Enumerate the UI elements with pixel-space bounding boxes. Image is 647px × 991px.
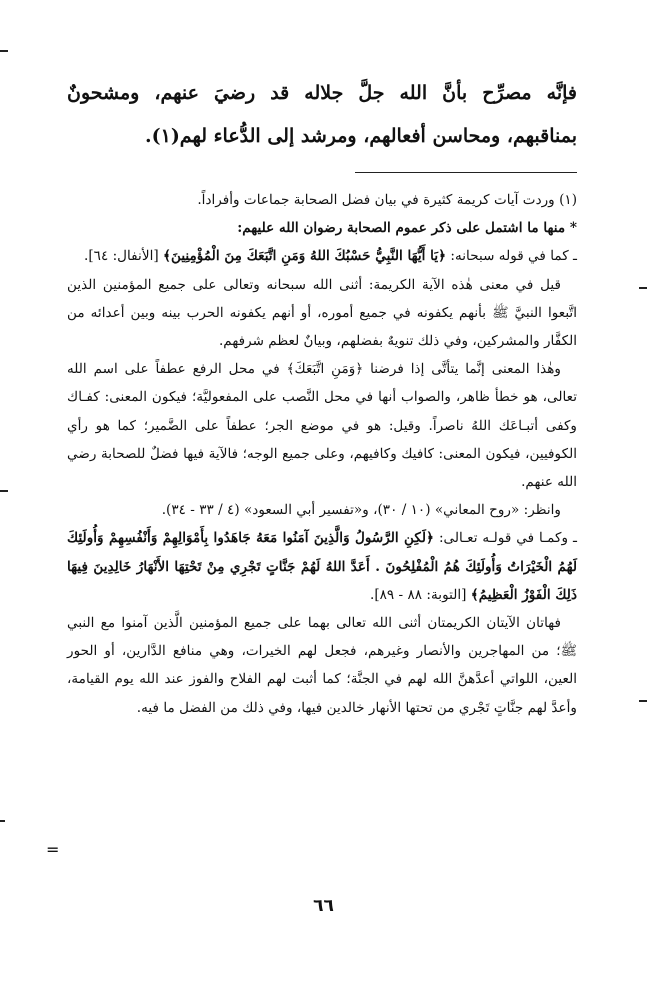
margin-tick bbox=[639, 700, 647, 702]
footnote-divider bbox=[355, 172, 577, 173]
verse-2-ref: [التوبة: ٨٨ - ٨٩]. bbox=[370, 586, 467, 603]
verse-1 bbox=[67, 242, 577, 270]
commentary-paragraph-1: قيل في معنى هٰذه الآية الكريمة: أثنى الله سبحانه وتعالى على جميع المؤمنين الذين اتَّبعوا النبيَّ ﷺ بأنهم يكفونه في جميع أموره، أو أنهم يكفونه الحرب بينه وبين أعدائه من الكفَّار والمشركين، وفي ذلك تنويهٌ بفضلهم، وبيانٌ لعظم شرفهم. bbox=[67, 276, 577, 350]
commentary-paragraph-2: وهٰذا المعنى إنَّما يتأتَّى إذا فرضنا ﴿وَمَنِ اتَّبَعَكَ﴾ في محل الرفع عطفاً على اسم الله تعالى، هو خطأ ظاهر، والصواب أنها في محل النَّصب على المفعوليَّة؛ فيكون المعنى: كفـاك وكفى أتبـاعَك اللهُ ناصراً. وقيل: هو في موضع الجر؛ عطفاً على الضَّمير؛ كما هو رأي الكوفيين، فيكون المعنى: كافيك وكافيهم، وعلى جميع الوجه؛ فالآية فيها فضلٌ للصحابة رضي الله عنهم. bbox=[67, 361, 577, 491]
verse-2-text: ﴿لَكِنِ الرَّسُولُ وَالَّذِينَ آمَنُوا مَعَهُ جَاهَدُوا بِأَمْوَالِهِمْ وَأَنْفُسِهِمْ وَأُولَئِكَ لَهُمُ الْخَيْرَاتُ وَأُولَئِكَ هُمُ الْمُفْلِحُونَ . أَعَدَّ اللهُ لَهُمْ جَنَّاتٍ تَجْرِي مِنْ تَحْتِهَا الأَنْهَارُ خَالِدِينَ فِيهَا ذَلِكَ الْفَوْزُ الْعَظِيمُ﴾ bbox=[67, 530, 577, 603]
margin-tick bbox=[0, 490, 8, 492]
verse-1-text: ﴿يَا أَيُّهَا النَّبِيُّ حَسْبُكَ اللهُ وَمَنِ اتَّبَعَكَ مِنَ الْمُؤْمِنِينَ﴾ bbox=[163, 248, 447, 265]
commentary-paragraph-3: فهاتان الآيتان الكريمتان أثنى الله تعالى بهما على جميع المؤمنين الَّذين آمنوا مع النبي ﷺ؛ من المهاجرين والأنصار وغيرهم، فجعل لهم الخيرات، وهي منافع الدَّارين، أو الحور العين، اللواتي أعدَّهنَّ الله لهم في الجنَّة؛ كما أثبت لهم الفلاح والفوز عند الله يوم القيامة، وأعدَّ لهم جنَّاتٍ تَجْري من تحتها الأنهار خالدين فيها، وفي ذلك من الفضل ما فيه. bbox=[67, 615, 577, 716]
verse-2-lead: ـ وكمـا في قولـه تعـالى: bbox=[438, 530, 577, 547]
main-paragraph: فإنَّه مصرِّح بأنَّ الله جلَّ جلاله قد رضيَ عنهم، ومشحونٌ بمناقبهم، ومحاسن أفعالهم، ومرشد إلى الدُّعاء لهم(١). bbox=[67, 82, 577, 147]
verse-1-ref: [الأنفال: ٦٤]. bbox=[84, 248, 159, 265]
footnote-intro: (١) وردت آيات كريمة كثيرة في بيان فضل الصحابة جماعات وأفراداً. bbox=[197, 192, 577, 208]
margin-tick bbox=[0, 50, 8, 52]
verse-2 bbox=[67, 524, 577, 609]
margin-tick bbox=[0, 820, 5, 822]
page-number: ٦٦ bbox=[313, 896, 334, 916]
verse-1-lead: ـ كما في قوله سبحانه: bbox=[450, 248, 577, 265]
reference-paragraph: وانظر: «روح المعاني» (١٠ / ٣٠)، و«تفسير أبي السعود» (٤ / ٣٣ - ٣٤). bbox=[161, 502, 561, 519]
margin-tick bbox=[639, 287, 647, 289]
continuation-mark: = bbox=[46, 840, 60, 859]
footnote-block bbox=[67, 186, 577, 722]
footnote-heading: * منها ما اشتمل على ذكر عموم الصحابة رضوان الله عليهم: bbox=[237, 220, 577, 237]
